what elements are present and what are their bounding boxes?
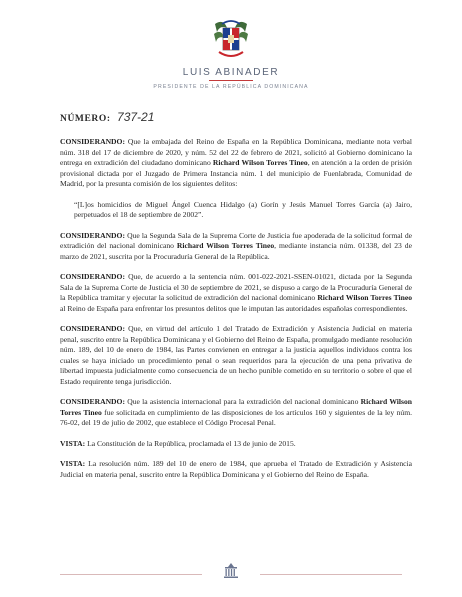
paragraph-text: Que la Segunda Sala de la Suprema Corte de Justicia fue apoderada de la solicitud formal de extradición del nacional dominicano	[60, 230, 412, 250]
person-name: Richard Wilson Torres Tineo	[317, 293, 412, 302]
paragraph-text: Que, en virtud del artículo 1 del Tratado de Extradición y Asistencia Judicial en materia penal, suscrito entre la República Dominicana y el Gobierno del Reino de España, promulgado mediante resolución núm. 189, del 10 de enero de 1984, las Partes convienen en entregar a la justicia aquellos individuos contra los cuales se haya iniciado un procedimiento penal o sean requeridos para la ejecución de una pena privativa de libertad impuesta judicialmente como consecuencia de un hecho punible cometido en su territorio o sobre el que el Estado requirente tenga jurisdicción.	[60, 324, 412, 386]
considerando-paragraph	[60, 231, 412, 263]
considerando-paragraph	[60, 272, 412, 314]
paragraph-text: La Constitución de la República, proclamada el 13 de junio de 2015.	[85, 438, 296, 448]
paragraph-lead: VISTA:	[60, 438, 86, 448]
considerando-paragraph	[60, 324, 412, 387]
vista-paragraph	[60, 439, 412, 450]
paragraph-rest: fue solicitada en cumplimiento de las disposiciones de los artículos 160 y siguientes de la ley núm. 76-02, del 19 de julio de 2002, que establece el Código Procesal Penal.	[60, 407, 413, 427]
president-name: LUIS ABINADER	[182, 67, 280, 78]
header-divider	[209, 80, 253, 81]
president-title: PRESIDENTE DE LA REPÚBLICA DOMINICANA	[153, 84, 309, 90]
vista-paragraph	[60, 459, 412, 480]
paragraph-lead: VISTA:	[60, 459, 86, 468]
considerando-paragraph	[60, 397, 412, 429]
decree-body	[60, 137, 412, 490]
paragraph-lead: CONSIDERANDO:	[60, 272, 125, 281]
paragraph-rest: , mediante instancia núm. 01338, del 23 de marzo de 2021, suscrita por la Procuraduría General de la República.	[60, 241, 412, 261]
paragraph-lead: CONSIDERANDO:	[60, 397, 125, 406]
decree-number-label: NÚMERO:	[60, 114, 111, 124]
paragraph-rest: al Reino de España para enfrentar los presuntos delitos que le imputan las autoridades españolas correspondientes.	[60, 303, 408, 313]
considerando-paragraph	[60, 137, 412, 190]
coat-of-arms-icon	[211, 18, 251, 62]
footer-divider-right	[260, 574, 402, 575]
paragraph-lead: CONSIDERANDO:	[60, 137, 125, 146]
person-name: Richard Wilson Torres Tineo	[60, 397, 412, 417]
person-name: Richard Wilson Torres Tineo	[212, 158, 308, 167]
paragraph-text: Que la asistencia internacional para la extradición del nacional dominicano	[124, 397, 361, 406]
paragraph-lead: CONSIDERANDO:	[60, 324, 125, 333]
paragraph-text: La resolución núm. 189 del 10 de enero de 1984, que aprueba el Tratado de Extradición y Asistencia Judicial en materia penal, suscrito entre la República Dominicana y el Gobierno del Reino de España.	[60, 459, 412, 479]
paragraph-text: Que, de acuerdo a la sentencia núm. 001-022-2021-SSEN-01021, dictada por la Segunda Sala de la Suprema Corte de Justicia el 30 de septiembre de 2021, se dispuso a cargo de la Procuraduría General de la República tramitar y ejecutar la solicitud de extradición del nacional dominicano	[60, 272, 412, 302]
footer-divider-left	[60, 574, 202, 575]
quoted-offenses: “[L]os homicidios de Miguel Ángel Cuenca Hidalgo (a) Gorín y Jesús Manuel Torres García (a) Jairo, perpetuados el 18 de septiembre de 2002”.	[74, 199, 412, 219]
paragraph-lead: CONSIDERANDO:	[60, 230, 125, 240]
paragraph-rest: , en atención a la orden de prisión provisional dictada por el Juzgado de Primera Instancia núm. 1 del municipio de Fuenlabrada, Comunidad de Madrid, por la presunta comisión de los siguientes delitos:	[60, 158, 412, 188]
national-palace-icon	[222, 562, 240, 580]
person-name: Richard Wilson Torres Tineo	[176, 241, 275, 250]
paragraph-text: Que la embajada del Reino de España en la República Dominicana, mediante nota verbal núm. 318 del 17 de diciembre de 2020, y núm. 52 del 22 de febrero de 2021, solicitó al Gobierno dominicano la entrega en extradición del ciudadano dominicano	[60, 137, 412, 167]
decree-number	[60, 110, 154, 124]
decree-number-value: 737-21	[117, 110, 155, 124]
